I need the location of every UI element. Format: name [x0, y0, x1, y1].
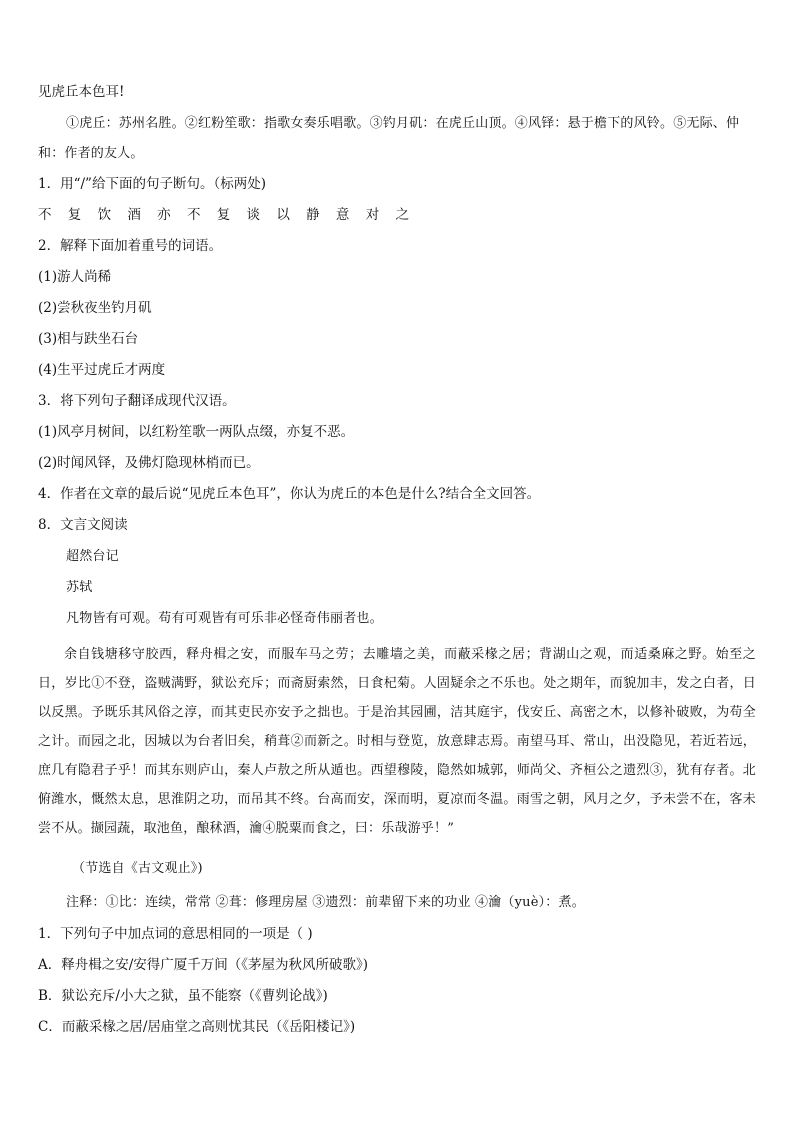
question-3: 3．将下列句子翻译成现代汉语。 [38, 393, 236, 409]
sub-item: (2)尝秋夜坐钓月矶 [38, 300, 152, 316]
question-2: 2．解释下面加着重号的词语。 [38, 238, 223, 254]
source-note: （节选自《古文观止》) [72, 861, 203, 876]
mc-question-1: 1．下列句子中加点词的意思相同的一项是（ ) [38, 926, 313, 942]
passage-title: 超然台记 [66, 549, 119, 564]
annotation-line: ①虎丘：苏州名胜。②红粉笙歌：指歌女奏乐唱歌。③钓月矶：在虎丘山顶。④风铎：悬于檐下的风铃。⑤无际、仲 [66, 116, 740, 131]
passage-body [38, 640, 756, 843]
section-heading: 8．文言文阅读 [38, 517, 128, 533]
sub-item: (4)生平过虎丘才两度 [38, 362, 166, 378]
annotation-line: 和：作者的友人。 [38, 146, 144, 161]
question-1: 1．用“/”给下面的句子断句。（标两处) [38, 176, 266, 192]
footnotes: 注释：①比：连续，常常 ②葺：修理房屋 ③遗烈：前辈留下来的功业 ④瀹（yuè）：煮。 [66, 895, 585, 910]
passage-paragraph: 余自钱塘移守胶西，释舟楫之安，而服车马之劳；去雕墙之美，而蔽采椽之居；背湖山之观，而适桑麻之野。始至之日，岁比①不登，盗贼满野，狱讼充斥；而斋厨索然，日食杞菊。人固疑余之不乐也。处之期年，而貌加丰，发之白者，日以反黑。予既乐其风俗之淳，而其吏民亦安予之拙也。于是治其园圃，洁其庭宇，伐安丘、高密之木，以修补破败，为苟全之计。而园之北，因城以为台者旧矣，稍葺②而新之。时相与登览，放意肆志焉。南望马耳、常山，出没隐见，若近若远，庶几有隐君子乎！而其东则庐山，秦人卢敖之所从遁也。西望穆陵，隐然如城郭，师尚父、齐桓公之遗烈③，犹有存者。北俯潍水，慨然太息，思淮阴之功，而吊其不终。台高而安，深而明，夏凉而冬温。雨雪之朝，风月之夕，予未尝不在，客未尝不从。撷园蔬，取池鱼，酿秫酒，瀹④脱粟而食之，曰：乐哉游乎！” [38, 647, 756, 836]
sub-item: (2)时闻风铎，及佛灯隐现林梢而已。 [38, 455, 260, 471]
option-c: C．而蔽采椽之居/居庙堂之高则忧其民（《岳阳楼记》) [38, 1019, 356, 1035]
sub-item: (1)风亭月树间，以红粉笙歌一两队点缀，亦复不恶。 [38, 424, 355, 440]
question-4: 4．作者在文章的最后说“见虎丘本色耳”，你认为虎丘的本色是什么?结合全文回答。 [38, 486, 541, 502]
passage-first-line: 凡物皆有可观。苟有可观皆有可乐非必怪奇伟丽者也。 [66, 611, 383, 626]
option-b: B．狱讼充斥/小大之狱，虽不能察（《曹刿论战》) [38, 988, 328, 1004]
passage-author: 苏轼 [66, 580, 93, 595]
option-a: A．释舟楫之安/安得广厦千万间（《茅屋为秋风所破歌》) [38, 957, 369, 973]
text-line: 见虎丘本色耳! [38, 84, 125, 100]
sub-item: (3)相与趺坐石台 [38, 331, 139, 347]
sentence-to-punctuate: 不 复 饮 酒 亦 不 复 谈 以 静 意 对 之 [38, 207, 415, 223]
sub-item: (1)游人尚稀 [38, 269, 112, 285]
